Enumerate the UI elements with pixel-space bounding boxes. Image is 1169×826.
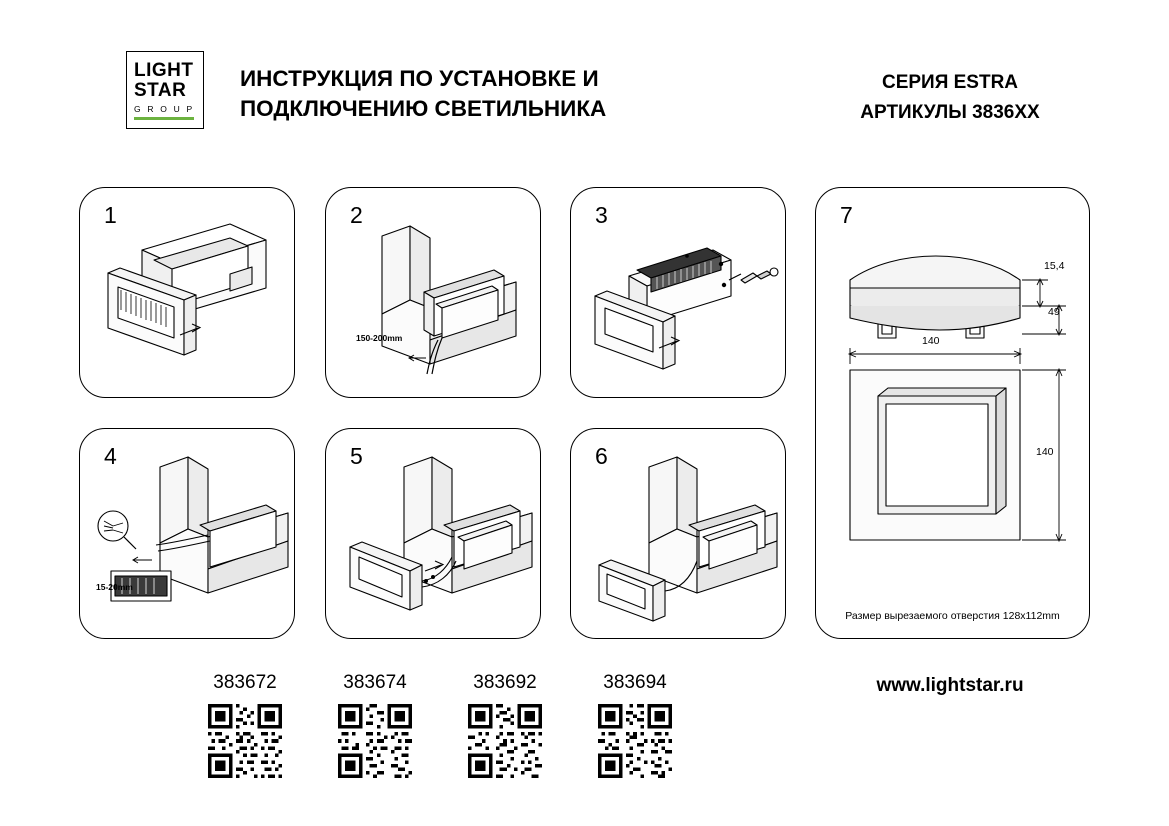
logo-line-1: LIGHT (134, 59, 194, 81)
step-number-3: 3 (595, 202, 608, 228)
brand-logo (126, 51, 204, 129)
logo-line-2: STAR (134, 79, 187, 101)
dim-height-small: 15,4 (1044, 260, 1065, 272)
step-panel-1 (79, 187, 295, 398)
dim-width: 140 (922, 335, 940, 347)
step-4-callout: 15-20mm (96, 582, 133, 592)
page-title-line-1: ИНСТРУКЦИЯ ПО УСТАНОВКЕ И (240, 66, 599, 91)
step-number-6: 6 (595, 443, 608, 469)
step-6-illustration (571, 429, 787, 640)
step-panel-3 (570, 187, 786, 398)
page-title-line-2: ПОДКЛЮЧЕНИЮ СВЕТИЛЬНИКА (240, 96, 607, 121)
step-3-illustration (571, 188, 787, 399)
step-number-5: 5 (350, 443, 363, 469)
step-panel-6 (570, 428, 786, 639)
cutout-note: Размер вырезаемого отверстия 128x112mm (845, 610, 1060, 622)
dim-height-large: 49 (1048, 306, 1060, 318)
article-number: 383694 (603, 672, 667, 693)
article-code-item (570, 672, 700, 778)
step-number-4: 4 (104, 443, 117, 469)
article-code-item (180, 672, 310, 778)
article-code-item (310, 672, 440, 778)
website-url[interactable]: www.lightstar.ru (876, 675, 1024, 696)
series-info (800, 68, 1100, 128)
logo-accent-bar (134, 117, 194, 120)
step-2-callout: 150-200mm (356, 333, 403, 343)
step-5-illustration (326, 429, 542, 640)
article-number: 383692 (473, 672, 537, 693)
qr-code-icon[interactable] (338, 704, 412, 778)
step-4-illustration (80, 429, 296, 640)
series-articles: АРТИКУЛЫ 3836XX (860, 102, 1040, 123)
step-number-2: 2 (350, 202, 363, 228)
series-name: СЕРИЯ ESTRA (881, 72, 1019, 93)
article-code-list (180, 672, 700, 778)
qr-code-icon[interactable] (468, 704, 542, 778)
page-title (240, 64, 680, 124)
logo-group-text: G R O U P (134, 103, 195, 114)
dimensions-panel (815, 187, 1090, 639)
qr-code-icon[interactable] (208, 704, 282, 778)
article-number: 383672 (213, 672, 277, 693)
step-number-7: 7 (840, 202, 853, 228)
dimensions-illustration (816, 188, 1091, 640)
step-1-illustration (80, 188, 296, 399)
article-code-item (440, 672, 570, 778)
step-2-illustration (326, 188, 542, 399)
step-panel-2 (325, 187, 541, 398)
qr-code-icon[interactable] (598, 704, 672, 778)
article-number: 383674 (343, 672, 407, 693)
step-panel-5 (325, 428, 541, 639)
step-panel-4 (79, 428, 295, 639)
dim-depth: 140 (1036, 446, 1054, 458)
step-number-1: 1 (104, 202, 117, 228)
